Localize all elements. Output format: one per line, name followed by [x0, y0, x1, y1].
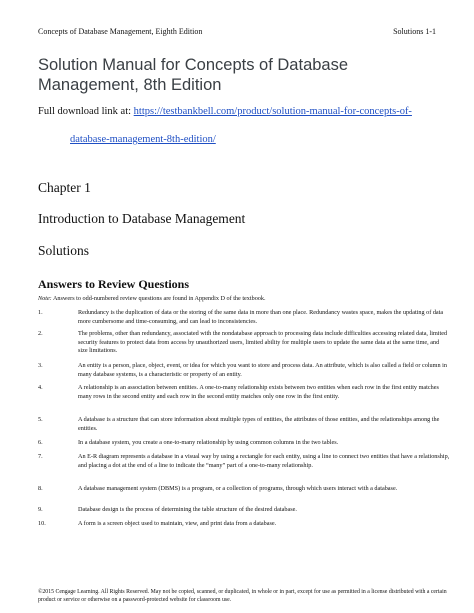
- item-text: In a database system, you create a one-to-many relationship by using common columns in the two tables.: [78, 439, 339, 446]
- download-label: Full download link at:: [38, 106, 134, 117]
- item-text: Database design is the process of determining the table structure of the desired database.: [78, 506, 297, 513]
- note-text: Answers to odd-numbered review questions are found in Appendix D of the textbook.: [51, 295, 266, 302]
- item-number: 10.: [38, 520, 46, 527]
- item-number: 6.: [38, 439, 43, 446]
- item-text: A database is a structure that can store information about multiple types of entities, the attributes of those entities, and the relationships among the entities.: [78, 416, 440, 432]
- item-text: An E-R diagram represents a database in a visual way by using a rectangle for each entity, using a line to connect two entities that have a relationship, and placing a dot at the end of a line to indicate the “many” part of a one-to-many relationship.: [78, 453, 450, 469]
- item-number: 8.: [38, 485, 43, 492]
- item-number: 4.: [38, 384, 43, 391]
- item-number: 7.: [38, 453, 43, 460]
- solutions-heading: Solutions: [38, 243, 90, 258]
- note-label: Note:: [38, 295, 52, 302]
- download-link-part2[interactable]: database-management-8th-edition/: [70, 134, 216, 145]
- item-text: A form is a screen object used to maintain, view, and print data from a database.: [78, 520, 277, 527]
- copyright-footer: ©2015 Cengage Learning. All Rights Reserved. May not be copied, scanned, or duplicated, in whole or in part, except for use as permitted in a license distributed with a certain product or service or otherwise on a password-protected website for classroom use.: [38, 589, 447, 603]
- item-text: The problems, other than redundancy, associated with the nondatabase approach to processing data include difficulties accessing related data, limited security features to protect data from access by unauthorized users, limited ability for multiple users to update the same data at the same time, and size limitations.: [78, 330, 448, 355]
- download-line: [38, 98, 458, 154]
- item-number: 9.: [38, 506, 43, 513]
- item-number: 1.: [38, 309, 43, 316]
- item-text: A database management system (DBMS) is a program, or a collection of programs, through which users interact with a database.: [78, 485, 398, 492]
- item-text: A relationship is an association between entities. A one-to-many relationship exists between two entities when each row in the first entity matches many rows in the second entity and each row in the second entity matches only one row in the first entity.: [78, 384, 439, 400]
- item-text: An entity is a person, place, object, event, or idea for which you want to store and process data. An attribute, which is also called a field or column in many database systems, is a characteristic or property of an entity.: [78, 362, 447, 378]
- running-header-right: Solutions 1-1: [393, 27, 436, 36]
- chapter-subtitle: Introduction to Database Management: [38, 211, 246, 226]
- item-text: Redundancy is the duplication of data or the storing of the same data in more than one place. Redundancy wastes space, makes the updating of data more cumbersome and time-consuming, and can lead to inconsistencies.: [78, 309, 444, 325]
- item-number: 2.: [38, 330, 43, 337]
- note-paragraph: [38, 295, 266, 302]
- running-header-left: Concepts of Database Management, Eighth Edition: [38, 27, 203, 36]
- item-number: 3.: [38, 362, 43, 369]
- document-title: Solution Manual for Concepts of Database Management, 8th Edition: [38, 56, 349, 94]
- download-link-part1[interactable]: https://testbankbell.com/product/solution-manual-for-concepts-of-: [133, 106, 412, 117]
- chapter-heading: Chapter 1: [38, 180, 91, 195]
- item-number: 5.: [38, 416, 43, 423]
- answers-heading: Answers to Review Questions: [38, 277, 189, 291]
